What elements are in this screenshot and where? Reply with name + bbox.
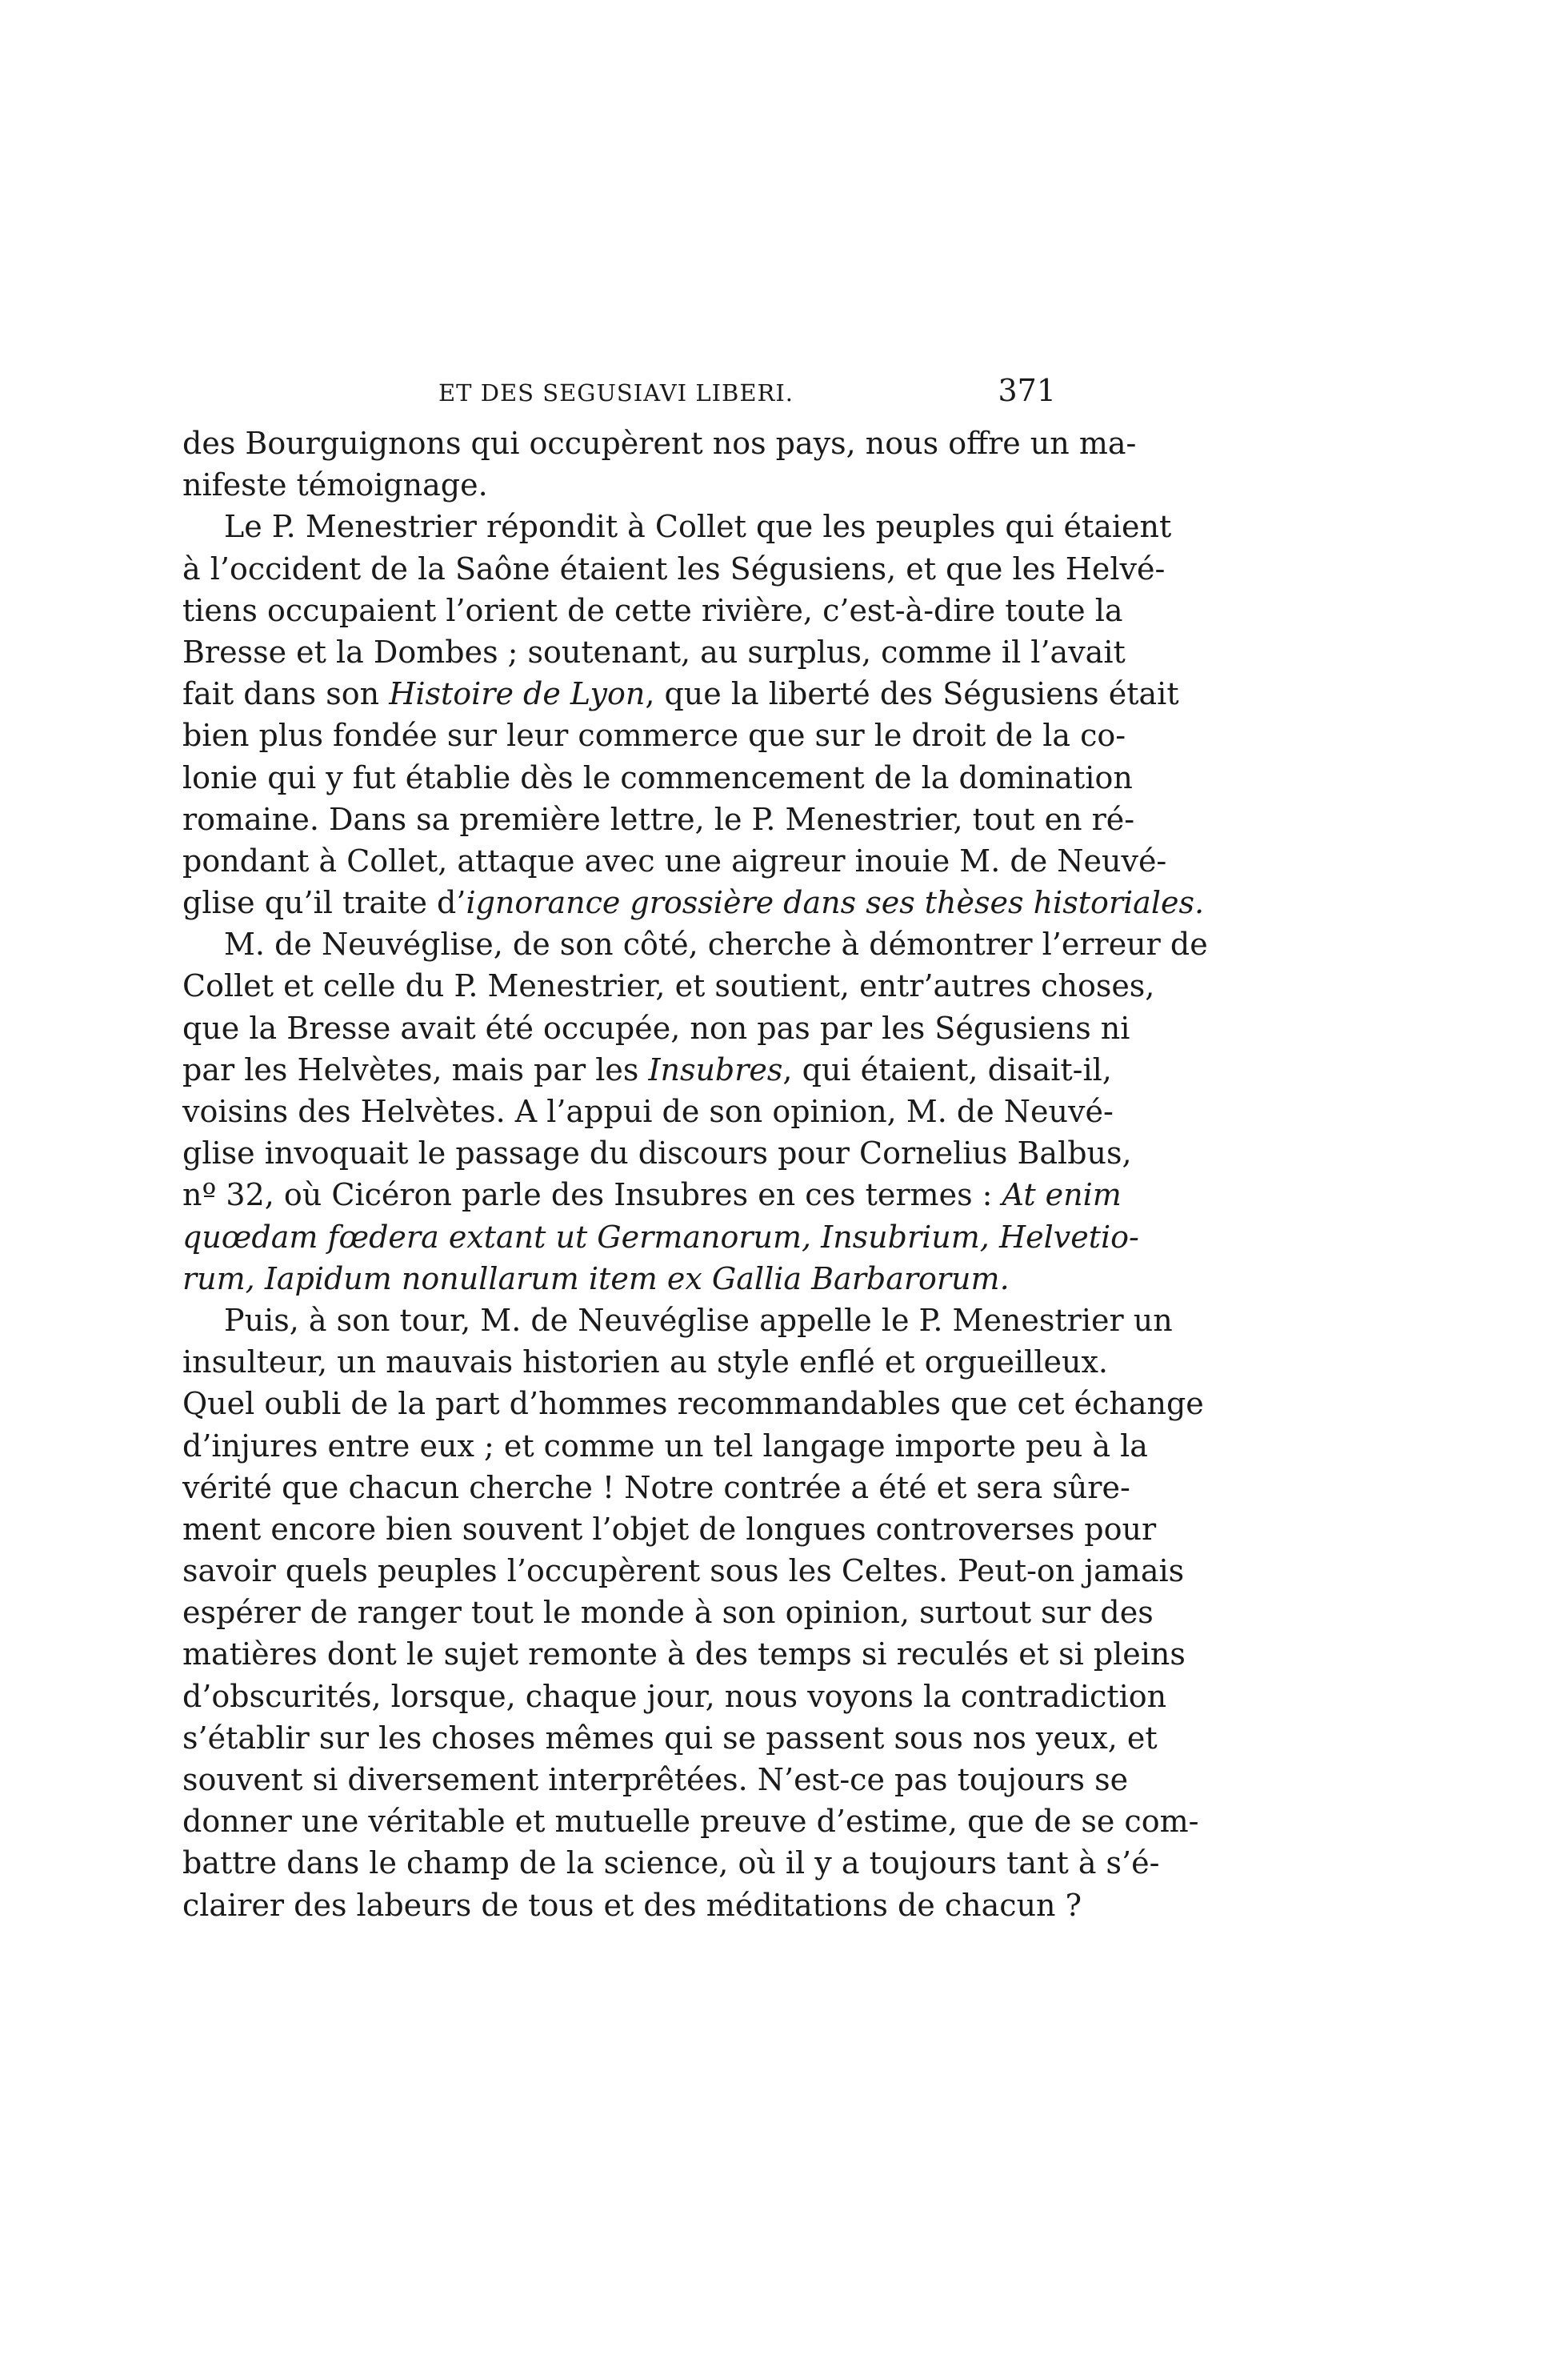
text-line: vérité que chacun cherche ! Notre contrée a été et sera sûre- [182, 1469, 1130, 1505]
text-line: d’obscurités, lorsque, chaque jour, nous voyons la contradiction [182, 1678, 1167, 1714]
text-line: Collet et celle du P. Menestrier, et soutient, entr’autres choses, [182, 968, 1155, 1004]
text-line: Bresse et la Dombes ; soutenant, au surplus, comme il l’avait [182, 634, 1126, 670]
term-italic: Insubres [648, 1051, 783, 1087]
text-line [182, 673, 1179, 715]
text-line: pondant à Collet, attaque avec une aigreur inouie M. de Neuvé- [182, 843, 1167, 879]
text-line: à l’occident de la Saône étaient les Ségusiens, et que les Helvé- [182, 551, 1166, 587]
text-line: matières dont le sujet remonte à des temps si reculés et si pleins [182, 1636, 1186, 1672]
latin-quote-italic: rum, Iapidum nonullarum item ex Gallia Barbarorum. [182, 1260, 1010, 1296]
text-line [182, 1216, 1139, 1258]
text-run: par les Helvètes, mais par les [182, 1051, 649, 1087]
book-title-italic: Histoire de Lyon [389, 676, 646, 712]
text-line: des Bourguignons qui occupèrent nos pays, nous offre un ma- [182, 426, 1137, 461]
text-run: glise qu’il traite d’ [182, 885, 466, 921]
text-run: fait dans son [182, 676, 390, 712]
text-line: souvent si diversement interprêtées. N’est-ce pas toujours se [182, 1762, 1129, 1797]
text-line: lonie qui y fut établie dès le commencement de la domination [182, 759, 1133, 795]
text-line: s’établir sur les choses mêmes qui se passent sous nos yeux, et [182, 1720, 1158, 1756]
text-line [182, 1049, 1112, 1091]
page-number: 371 [998, 373, 1056, 408]
text-line [182, 882, 1205, 923]
text-line: voisins des Helvètes. A l’appui de son opinion, M. de Neuvé- [182, 1094, 1114, 1129]
text-line: battre dans le champ de la science, où il y a toujours tant à s’é- [182, 1845, 1160, 1881]
text-line: ment encore bien souvent l’objet de longues controverses pour [182, 1511, 1157, 1547]
latin-quote-italic: quœdam fœdera extant ut Germanorum, Insubrium, Helvetio- [182, 1219, 1139, 1255]
text-line: Quel oubli de la part d’hommes recommandables que cet échange [182, 1386, 1204, 1422]
text-line: romaine. Dans sa première lettre, le P. Menestrier, tout en ré- [182, 801, 1135, 837]
text-line: Puis, à son tour, M. de Neuvéglise appelle le P. Menestrier un [224, 1302, 1173, 1338]
text-line [182, 1258, 1056, 1300]
text-line: d’injures entre eux ; et comme un tel langage importe peu à la [182, 1428, 1148, 1464]
text-line: Le P. Menestrier répondit à Collet que les peuples qui étaient [224, 509, 1172, 545]
text-line: insulteur, un mauvais historien au style enflé et orgueilleux. [182, 1344, 1108, 1380]
running-title: ET DES SEGUSIAVI LIBERI. [438, 379, 794, 407]
text-run: nº 32, où Cicéron parle des Insubres en ces termes : [182, 1177, 1002, 1213]
text-line: savoir quels peuples l’occupèrent sous les Celtes. Peut-on jamais [182, 1553, 1185, 1589]
text-line: donner une véritable et mutuelle preuve d’estime, que de se com- [182, 1804, 1199, 1840]
latin-quote-italic: At enim [1002, 1177, 1122, 1213]
body-text [182, 423, 1208, 1926]
text-line: que la Bresse avait été occupée, non pas par les Ségusiens ni [182, 1010, 1130, 1046]
text-line: espérer de ranger tout le monde à son opinion, surtout sur des [182, 1595, 1154, 1631]
text-line: tiens occupaient l’orient de cette rivière, c’est-à-dire toute la [182, 592, 1123, 628]
running-head [182, 373, 1056, 411]
text-run: , qui étaient, disait-il, [782, 1051, 1112, 1087]
text-line: nifeste témoignage. [182, 467, 488, 503]
text-line: bien plus fondée sur leur commerce que sur le droit de la co- [182, 718, 1126, 754]
text-run: , que la liberté des Ségusiens était [645, 676, 1179, 712]
text-line: glise invoquait le passage du discours pour Cornelius Balbus, [182, 1135, 1132, 1171]
text-line: clairer des labeurs de tous et des méditations de chacun ? [182, 1887, 1082, 1923]
quoted-italic: ignorance grossière dans ses thèses historiales. [466, 885, 1205, 921]
text-line [182, 1174, 1122, 1216]
text-line: M. de Neuvéglise, de son côté, cherche à démontrer l’erreur de [224, 927, 1208, 963]
